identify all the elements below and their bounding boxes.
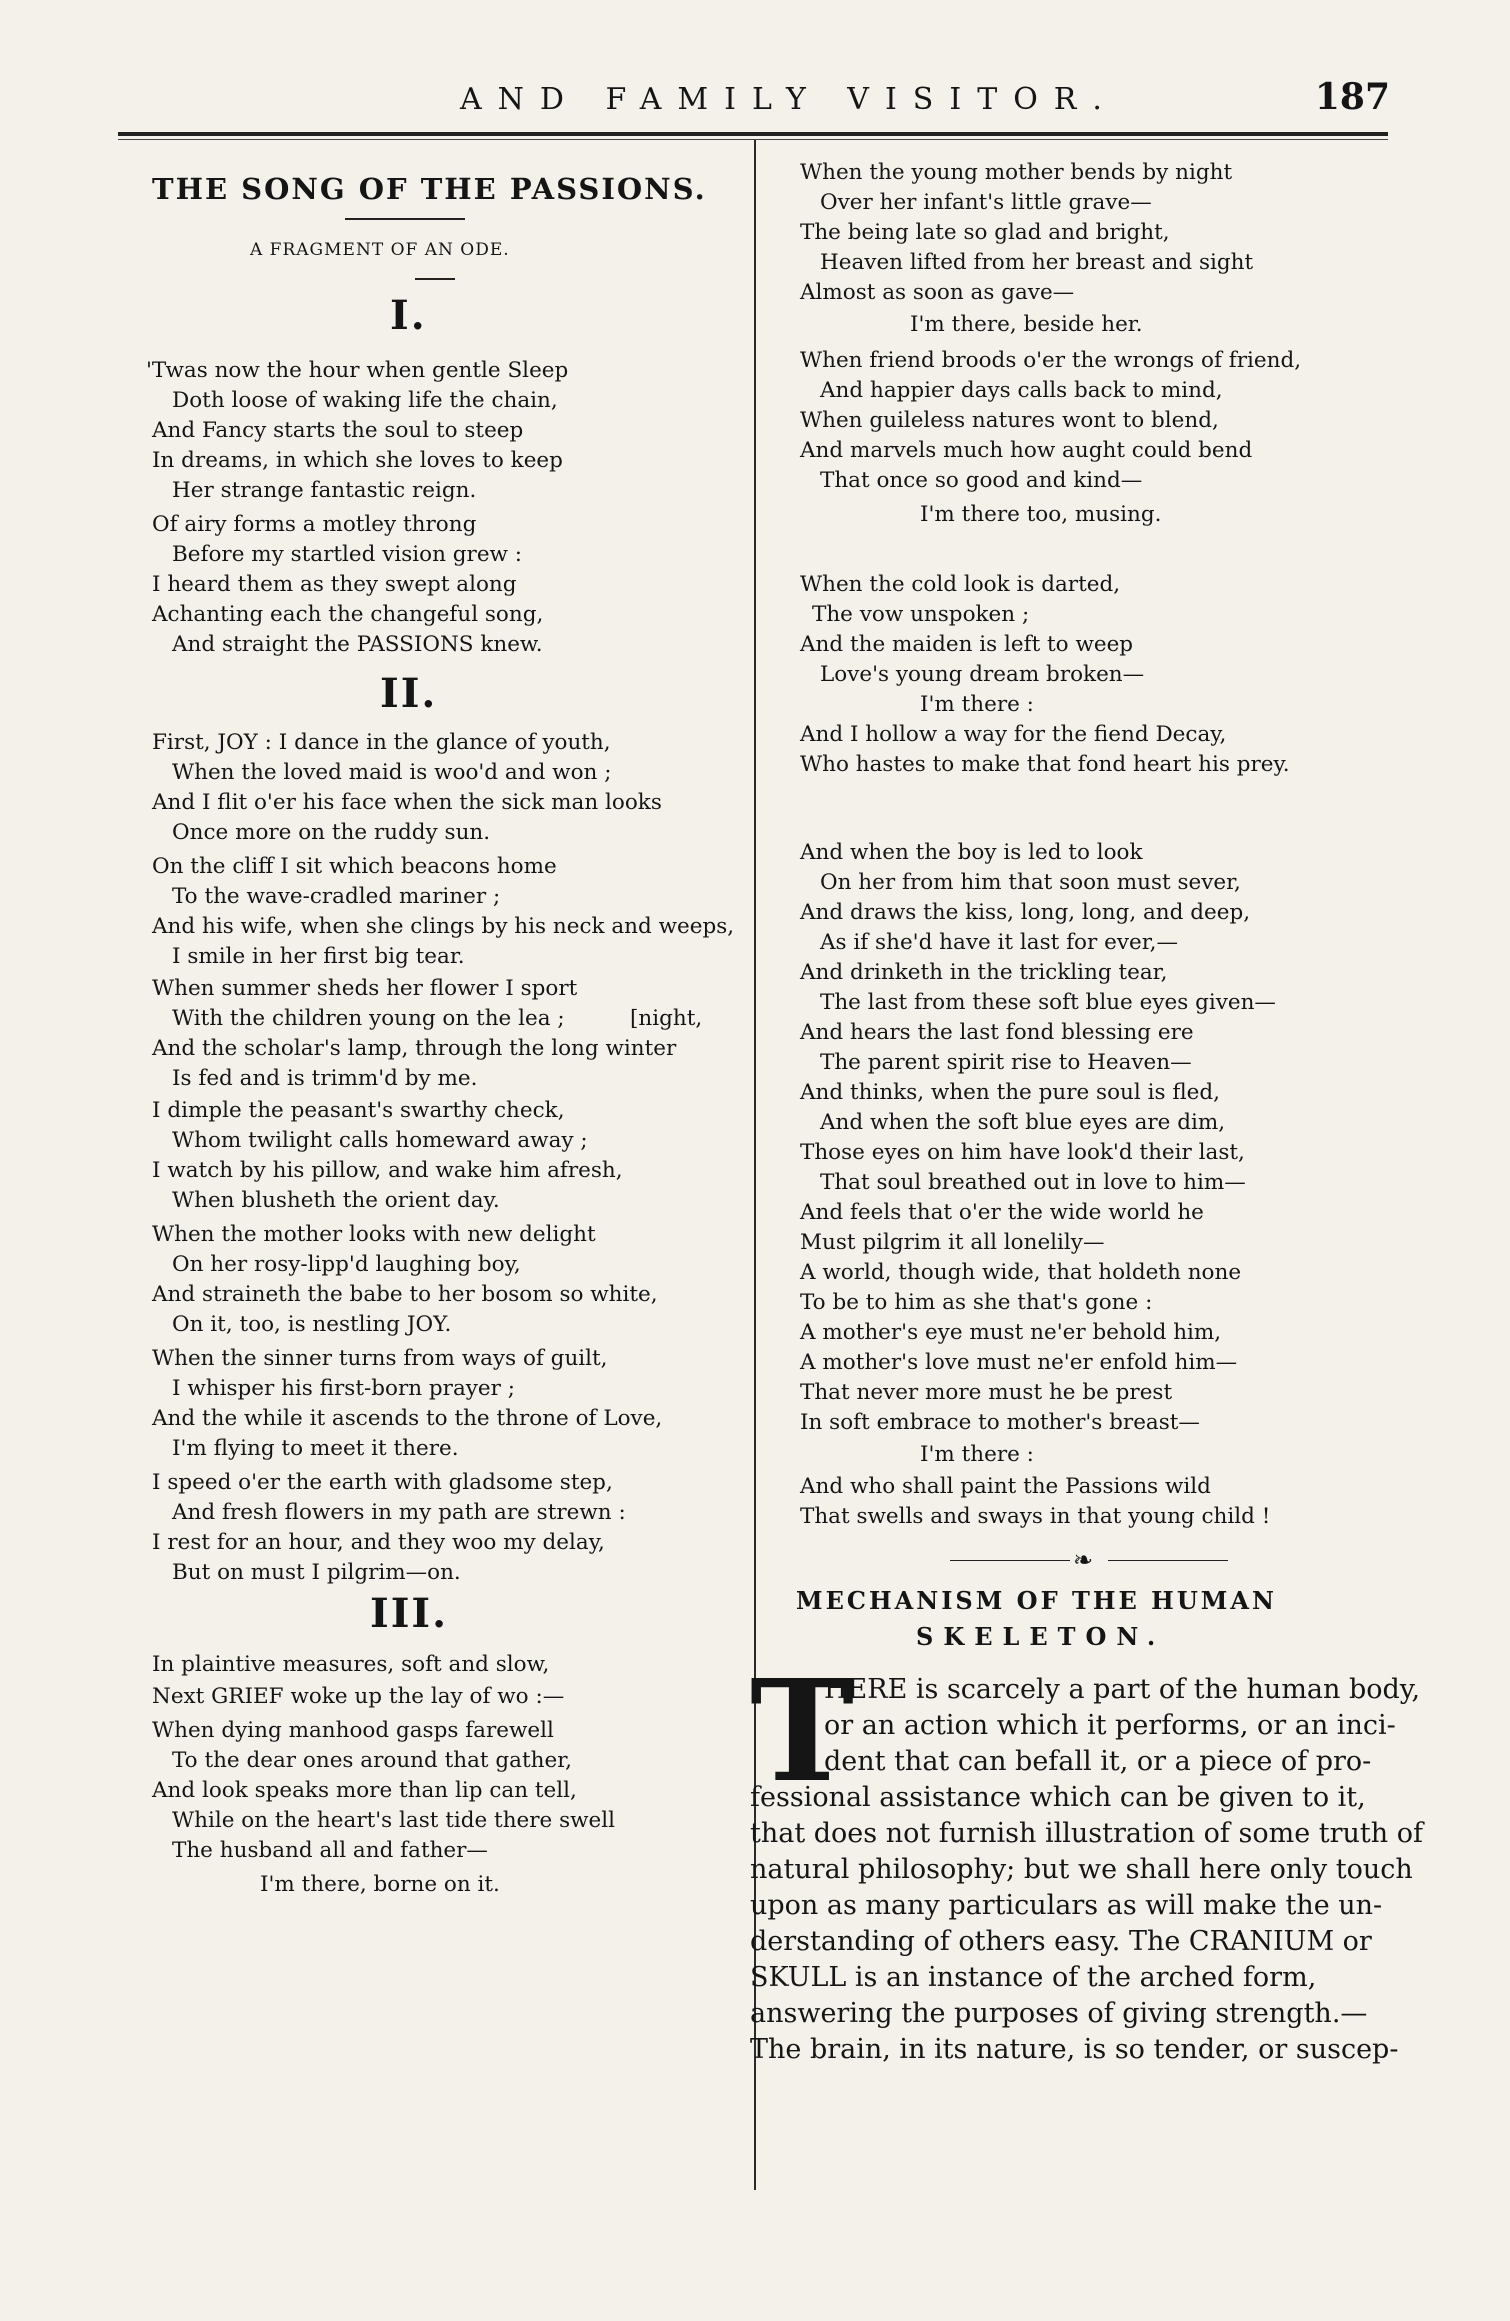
poem-line: A world, though wide, that holdeth none [800,1260,1242,1285]
poem-line: To the wave-cradled mariner ; [172,884,501,909]
article-body [750,1650,1423,2065]
poem-line: And I hollow a way for the fiend Decay, [800,722,1227,747]
poem-line: And fresh flowers in my path are strewn : [172,1500,626,1525]
article-line: SKULL is an instance of the arched form, [750,1962,1317,1993]
article-line: HERE is scarcely a part of the human body, [824,1674,1421,1705]
poem-line: Achanting each the changeful song, [152,602,544,627]
page-header [120,76,1390,124]
article-title-line2: SKELETON. [916,1622,1166,1651]
poem-line: When the young mother bends by night [800,160,1233,185]
poem-line: But on must I pilgrim—on. [172,1560,461,1585]
poem-line: I'm there, beside her. [910,312,1143,337]
article-line: fessional assistance which can be given to it, [750,1782,1366,1813]
poem-line: In dreams, in which she loves to keep [152,448,563,473]
poem-line: With the children young on the lea ; [172,1006,565,1031]
poem-line: And thinks, when the pure soul is fled, [800,1080,1220,1105]
poem-line: I'm there : [920,692,1034,717]
poem-line: I watch by his pillow, and wake him afresh, [152,1158,623,1183]
poem-line: I whisper his first-born prayer ; [172,1376,515,1401]
poem-line: That never more must he be prest [800,1380,1173,1405]
poem-line: On her from him that soon must sever, [820,870,1241,895]
poem-line: Before my startled vision grew : [172,542,523,567]
article-line: derstanding of others easy. The CRANIUM or [750,1926,1372,1957]
poem-line: Of airy forms a motley throng [152,512,477,537]
page-number: 187 [1314,76,1390,118]
poem-line: When blusheth the orient day. [172,1188,500,1213]
poem-line: When the mother looks with new delight [152,1222,596,1247]
subtitle-rule [415,278,455,280]
poem-line: When friend broods o'er the wrongs of friend, [800,348,1302,373]
poem-line: And Fancy starts the soul to steep [152,418,524,443]
poem-line: I'm flying to meet it there. [172,1436,459,1461]
poem-line: Love's young dream broken— [820,662,1145,687]
poem-line: On it, too, is nestling JOY. [172,1312,452,1337]
poem-line: Those eyes on him have look'd their last, [800,1140,1245,1165]
article-title-line1: MECHANISM OF THE HUMAN [796,1586,1277,1615]
running-head: AND FAMILY VISITOR. [460,82,1118,117]
poem-line: I speed o'er the earth with gladsome step, [152,1470,613,1495]
poem-line: And his wife, when she clings by his neck and weeps, [152,914,735,939]
poem-line: I dimple the peasant's swarthy check, [152,1098,565,1123]
poem-line: On the cliff I sit which beacons home [152,854,557,879]
poem-line: Heaven lifted from her breast and sight [820,250,1254,275]
poem-line: While on the heart's last tide there swell [172,1808,616,1833]
poem-line: The husband all and father— [172,1838,488,1863]
article-line: answering the purposes of giving strength.— [750,1998,1368,2029]
poem-line: To the dear ones around that gather, [172,1748,572,1773]
ornament-rule-right [1108,1560,1228,1561]
title-rule [345,218,465,220]
poem-line: In soft embrace to mother's breast— [800,1410,1200,1435]
poem-line: And the while it ascends to the throne of Love, [152,1406,663,1431]
article-line: that does not furnish illustration of some truth of [750,1818,1423,1849]
poem-line: I'm there, borne on it. [260,1872,500,1897]
poem-line: And the scholar's lamp, through the long winter [152,1036,677,1061]
poem-line: 'Twas now the hour when gentle Sleep [146,358,569,383]
poem-line: When guileless natures wont to blend, [800,408,1219,433]
article-line: The brain, in its nature, is so tender, or suscep- [750,2034,1399,2065]
poem-line: When summer sheds her flower I sport [152,976,578,1001]
poem-line: A mother's eye must ne'er behold him, [800,1320,1222,1345]
header-rule-thin [118,139,1388,140]
poem-line: And marvels much how aught could bend [800,438,1253,463]
poem-line: In plaintive measures, soft and slow, [152,1652,550,1677]
poem-line: And when the soft blue eyes are dim, [820,1110,1226,1135]
poem-line: And happier days calls back to mind, [820,378,1223,403]
poem-line: As if she'd have it last for ever,— [820,930,1178,955]
poem-line: Who hastes to make that fond heart his prey. [800,752,1290,777]
poem-line: When the loved maid is woo'd and won ; [172,760,612,785]
poem-line: That once so good and kind— [820,468,1143,493]
poem-line: And straight the PASSIONS knew. [172,632,543,657]
poem-line: And look speaks more than lip can tell, [152,1778,577,1803]
poem-line: And draws the kiss, long, long, and deep, [800,900,1251,925]
poem-line: And who shall paint the Passions wild [800,1474,1211,1499]
poem-line: When the sinner turns from ways of guilt, [152,1346,608,1371]
poem-line: To be to him as she that's gone : [800,1290,1153,1315]
poem-line: Her strange fantastic reign. [172,478,477,503]
poem-line: [night, [630,1006,703,1031]
poem-line: The vow unspoken ; [812,602,1030,627]
article-line: or an action which it performs, or an inci- [824,1710,1396,1741]
poem-line: The last from these soft blue eyes given— [820,990,1276,1015]
poem-subtitle: A FRAGMENT OF AN ODE. [250,240,510,260]
section-numeral-2: II. [380,670,438,717]
poem-line: A mother's love must ne'er enfold him— [800,1350,1238,1375]
drop-cap: T [750,1650,855,1814]
poem-line: That soul breathed out in love to him— [820,1170,1246,1195]
right-column [750,150,1423,2190]
poem-line: And feels that o'er the wide world he [800,1200,1204,1225]
article-line: dent that can befall it, or a piece of pro- [824,1746,1372,1777]
header-rule [118,132,1388,136]
poem-line: When the cold look is darted, [800,572,1121,597]
section-numeral-1: I. [390,292,427,339]
poem-line: I'm there too, musing. [920,502,1162,527]
poem-line: Whom twilight calls homeward away ; [172,1128,588,1153]
poem-title: THE SONG OF THE PASSIONS. [152,172,707,206]
left-column [130,150,745,2190]
poem-line: When dying manhood gasps farewell [152,1718,554,1743]
poem-line: And straineth the babe to her bosom so white, [152,1282,658,1307]
poem-line: I rest for an hour, and they woo my delay, [152,1530,605,1555]
poem-line: And when the boy is led to look [800,840,1143,865]
poem-line: I'm there : [920,1442,1034,1467]
poem-line: And drinketh in the trickling tear, [800,960,1168,985]
poem-line: Once more on the ruddy sun. [172,820,491,845]
ornament-rule-left [950,1560,1070,1561]
poem-line: Next GRIEF woke up the lay of wo :— [152,1684,565,1709]
poem-line: First, JOY : I dance in the glance of youth, [152,730,611,755]
poem-line: The parent spirit rise to Heaven— [820,1050,1192,1075]
poem-line: I smile in her first big tear. [172,944,465,969]
poem-line: On her rosy-lipp'd laughing boy, [172,1252,521,1277]
section-numeral-3: III. [370,1590,449,1637]
article-line: upon as many particulars as will make the un- [750,1890,1383,1921]
poem-line: Must pilgrim it all lonelily— [800,1230,1105,1255]
poem-line: And the maiden is left to weep [800,632,1134,657]
poem-line: And hears the last fond blessing ere [800,1020,1194,1045]
poem-line: Over her infant's little grave— [820,190,1152,215]
poem-line: The being late so glad and bright, [800,220,1170,245]
ornament-icon: ❧ [1073,1546,1094,1574]
poem-line: That swells and sways in that young child ! [800,1504,1271,1529]
poem-line: Almost as soon as gave— [800,280,1075,305]
article-line: natural philosophy; but we shall here only touch [750,1854,1413,1885]
poem-line: And I flit o'er his face when the sick man looks [152,790,662,815]
poem-line: Is fed and is trimm'd by me. [172,1066,478,1091]
poem-line: I heard them as they swept along [152,572,517,597]
poem-line: Doth loose of waking life the chain, [172,388,558,413]
